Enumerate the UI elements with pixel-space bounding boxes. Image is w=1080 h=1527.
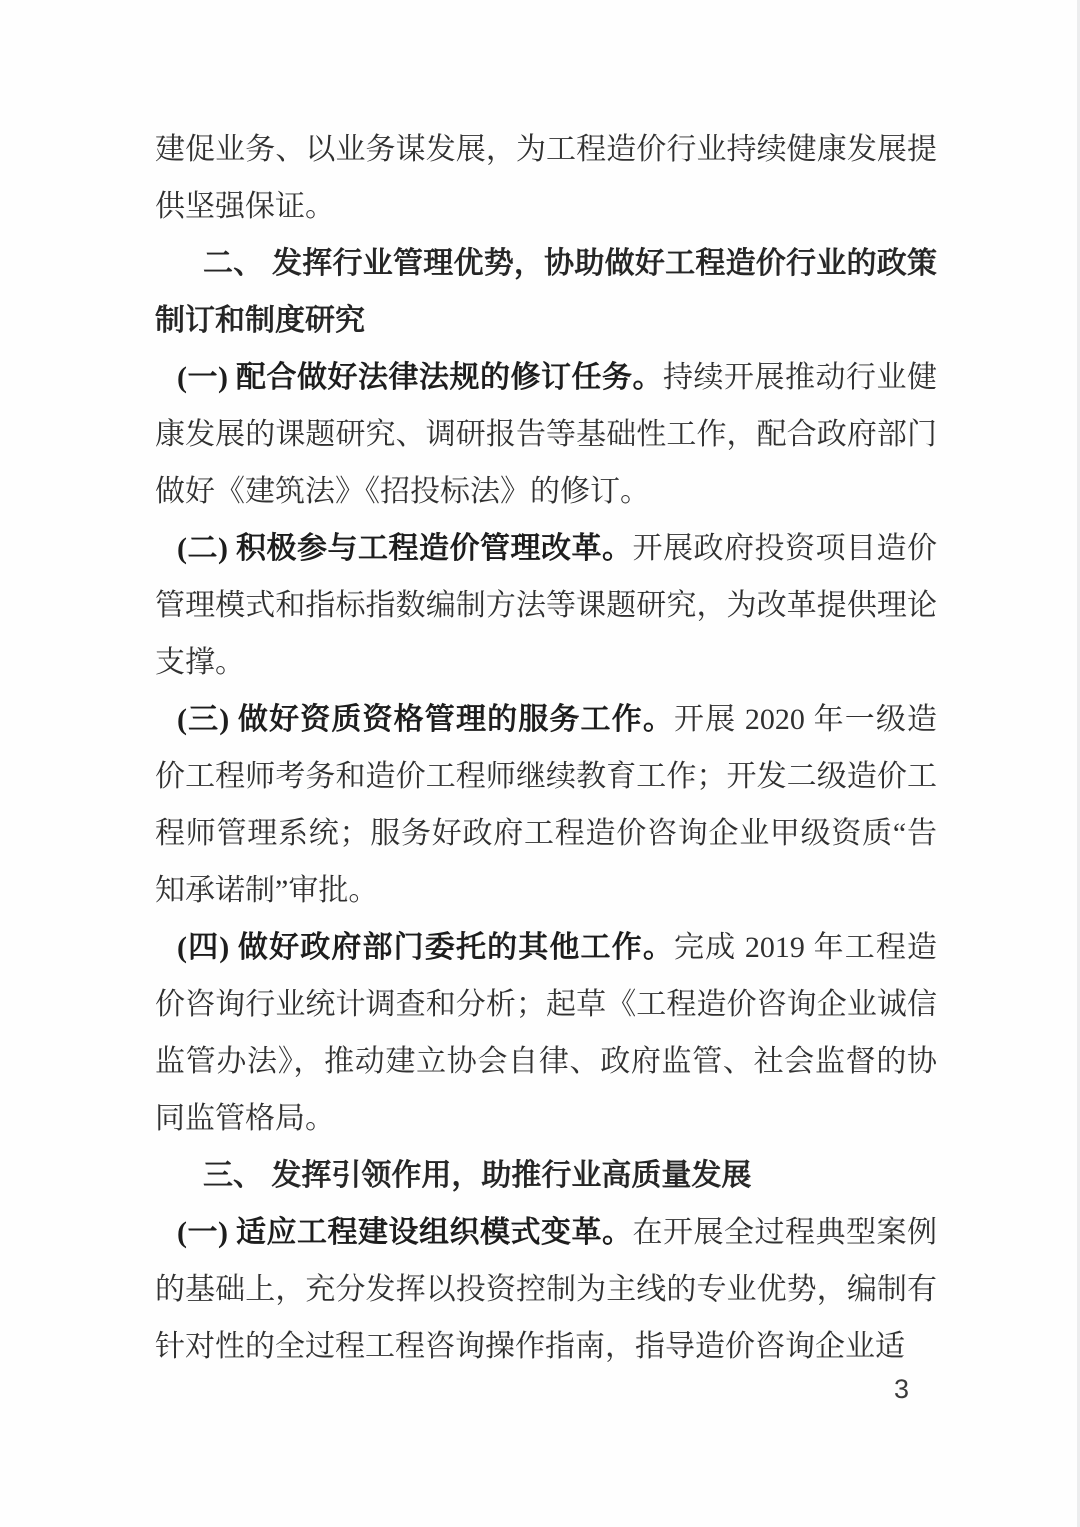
section-heading: 三、 发挥引领作用，助推行业高质量发展 <box>203 1159 752 1192</box>
doc-paragraph <box>155 1204 937 1375</box>
item-lead: (一) 适应工程建设组织模式变革。 <box>177 1216 633 1249</box>
item-text: 开展政府投资项目造价管理模式和指标指数编制方法等课题研究，为改革提供理论支撑。 <box>155 532 938 679</box>
item-text: 在开展全过程典型案例的基础上，充分发挥以投资控制为主线的专业优势，编制有针对性的全过程工程咨询操作指南，指导造价咨询企业适 <box>155 1216 938 1363</box>
item-text: 持续开展推动行业健康发展的课题研究、调研报告等基础性工作，配合政府部门做好《建筑法》《招投标法》的修订。 <box>155 361 938 508</box>
page-number: 3 <box>894 1374 910 1404</box>
item-lead: (三) 做好资质资格管理的服务工作。 <box>177 703 674 736</box>
doc-paragraph <box>155 691 937 919</box>
item-text: 完成 2019 年工程造价咨询行业统计调查和分析；起草《工程造价咨询企业诚信监管办法》，推动建立协会自律、政府监管、社会监督的协同监管格局。 <box>155 931 938 1135</box>
item-lead: (四) 做好政府部门委托的其他工作。 <box>177 931 674 964</box>
section-heading: 二、 发挥行业管理优势，协助做好工程造价行业的政策制订和制度研究 <box>155 247 937 337</box>
item-lead: (二) 积极参与工程造价管理改革。 <box>177 532 633 565</box>
doc-paragraph <box>155 349 937 520</box>
item-text: 开展 2020 年一级造价工程师考务和造价工程师继续教育工作；开发二级造价工程师管理系统；服务好政府工程造价咨询企业甲级资质“告知承诺制”审批。 <box>155 703 938 907</box>
item-lead: (一) 配合做好法律法规的修订任务。 <box>177 361 663 394</box>
doc-paragraph <box>155 520 937 691</box>
doc-paragraph: 建促业务、以业务谋发展，为工程造价行业持续健康发展提供坚强保证。 <box>155 133 937 223</box>
document-body <box>155 121 937 1375</box>
doc-paragraph <box>155 919 937 1147</box>
